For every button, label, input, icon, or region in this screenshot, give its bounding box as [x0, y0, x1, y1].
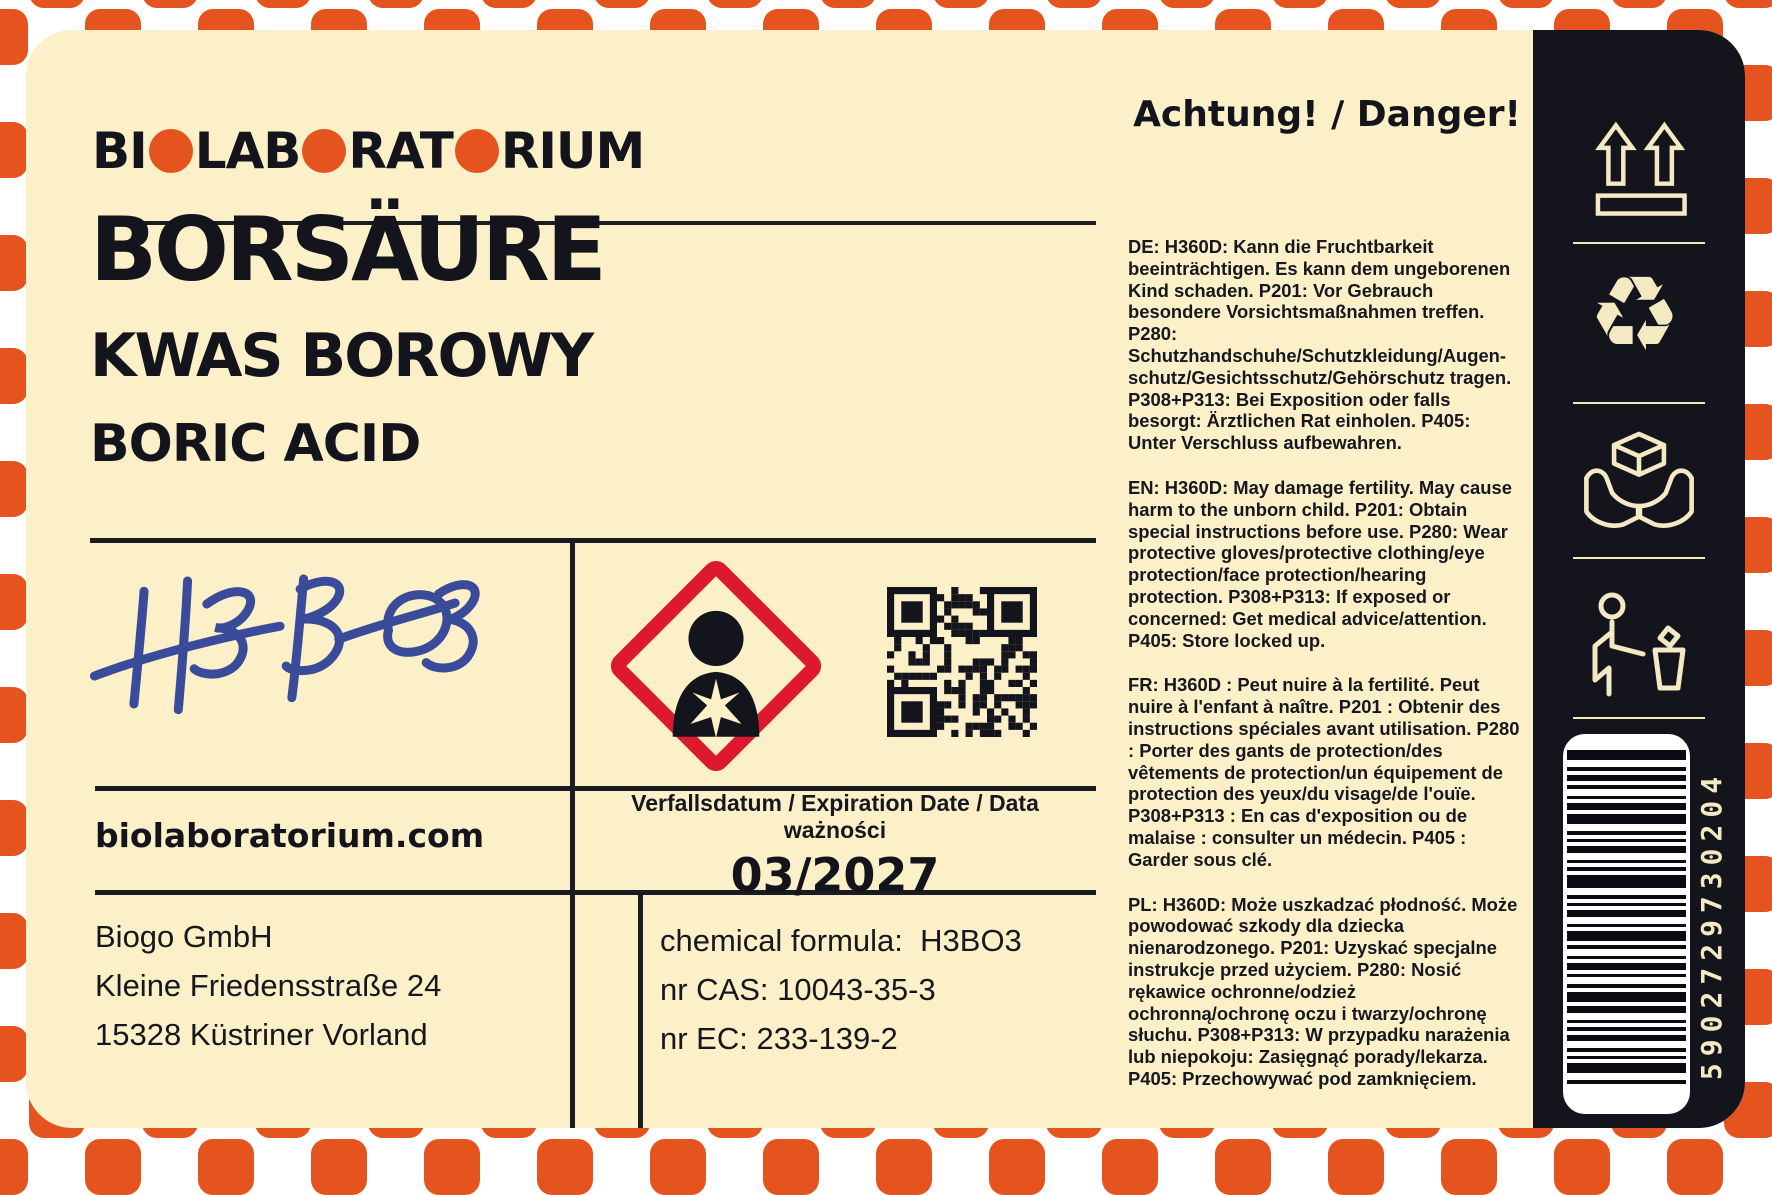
barcode-bar: [1567, 931, 1686, 941]
barcode-bar: [1567, 1020, 1686, 1023]
manufacturer-address: [95, 912, 441, 1059]
checker-square: [0, 913, 28, 969]
product-title-english: BORIC ACID: [90, 418, 420, 470]
hazard-paragraph-de: DE: H360D: Kann die Fruchtbarkeit beeinträchtigen. Es kann dem ungeborenen Kind schaden. P201: Vor Gebrauch besondere Vorsichtsmaßnahmen treffen. P280: Schutzhandschuhe/Schutzkleidung/Augen-schutz/Gesichtsschutz/Gehörschutz tragen. P308+P313: Bei Exposition oder falls besorgt: Ärztlichen Rat einholen. P405: Unter Verschluss aufbewahren.: [1128, 236, 1522, 454]
chemical-line: nr EC: 233-139-2: [660, 1014, 1022, 1063]
checker-square: [1159, 0, 1215, 8]
checker-square: [1498, 0, 1554, 8]
checker-square: [311, 1139, 367, 1195]
barcode-bar: [1567, 992, 1686, 1002]
rule-under-titles: [90, 538, 1096, 543]
brand-logo-text: LAB: [195, 126, 301, 176]
barcode-bar: [1567, 775, 1686, 782]
checker-square: [1272, 0, 1328, 8]
barcode-bar: [1567, 803, 1686, 810]
brand-logo-o-dot-icon: [149, 129, 193, 173]
sidebar-divider: [1573, 717, 1705, 719]
barcode-bar: [1567, 910, 1686, 917]
barcode-bar: [1567, 839, 1686, 842]
checker-square: [1611, 0, 1667, 8]
checker-square: [0, 687, 28, 743]
barcode-bar: [1567, 924, 1686, 927]
checker-square: [1441, 1139, 1497, 1195]
barcode-bar: [1567, 785, 1686, 788]
barcode-bar: [1567, 956, 1686, 959]
barcode-bar: [1567, 945, 1686, 948]
checker-square: [650, 1139, 706, 1195]
barcode-bar: [1567, 974, 1686, 977]
checker-square: [368, 0, 424, 8]
barcode-bar: [1567, 796, 1686, 799]
brand-logo-text: RAT: [348, 126, 452, 176]
barcode-bar: [1567, 860, 1686, 863]
checker-square: [0, 574, 28, 630]
vertical-divider-main: [570, 538, 575, 1128]
handle-with-care-icon: [1579, 426, 1699, 538]
checker-square: [0, 1139, 28, 1195]
brand-logo-text: RIUM: [501, 126, 644, 176]
checker-square: [876, 1139, 932, 1195]
barcode-bar: [1567, 963, 1686, 970]
brand-logo-o-dot-icon: [455, 129, 499, 173]
barcode-bar: [1567, 1006, 1686, 1013]
checker-square: [594, 0, 650, 8]
dispose-properly-icon: [1585, 588, 1695, 706]
barcode-bar: [1567, 1063, 1686, 1073]
hazard-statements: [1128, 236, 1522, 1113]
checker-square: [0, 235, 28, 291]
barcode-bar: [1567, 984, 1686, 987]
hazard-paragraph-en: EN: H360D: May damage fertility. May cause harm to the unborn child. P201: Obtain special instructions before use. P280: Wear protective gloves/protective clothing/eye protection/face protection/hearing protection. P308+P313: If exposed or concerned: Get medical advice/attention. P405: Store locked up.: [1128, 477, 1522, 651]
hazard-paragraph-fr: FR: H360D : Peut nuire à la fertilité. Peut nuire à l'enfant à naître. P201 : Obtenir des instructions spéciales avant utilisation. P280 : Porter des gants de protection/des vêtements de protection/un équipement de protection des yeux/du visage/de l'ouïe. P308+P313 : En cas d'exposition ou de malaise : consulter un médecin. P405 : Garder sous clé.: [1128, 674, 1522, 870]
handwritten-formula: [85, 544, 495, 739]
checker-square: [933, 0, 989, 8]
checker-square: [85, 1139, 141, 1195]
sidebar-divider: [1573, 242, 1705, 244]
product-label: [26, 30, 1745, 1128]
checker-square: [142, 0, 198, 8]
checker-square: [0, 9, 28, 65]
barcode-bar: [1567, 1027, 1686, 1030]
barcode-bar: [1567, 1056, 1686, 1059]
barcode-bar: [1567, 846, 1686, 853]
barcode-bar: [1567, 867, 1686, 870]
hazard-signal-word: Achtung! / Danger!: [1128, 94, 1526, 135]
this-way-up-icon: [1586, 110, 1698, 226]
checker-square: [0, 461, 28, 517]
checker-square: [1046, 0, 1102, 8]
expiration-cell: [582, 790, 1088, 902]
checker-square: [424, 1139, 480, 1195]
checker-square: [0, 122, 28, 178]
checker-square: [1724, 0, 1772, 8]
address-line: 15328 Küstriner Vorland: [95, 1010, 441, 1059]
barcode-bar: [1567, 895, 1686, 898]
checker-square: [707, 0, 763, 8]
brand-logo-text: BI: [92, 126, 147, 176]
barcode-bar: [1567, 1080, 1686, 1083]
hazard-paragraph-pl: PL: H360D: Może uszkadzać płodność. Może powodować szkody dla dziecka nienarodzonego. P201: Uzyskać specjalne instrukcje przed użyciem. P280: Nosić rękawice ochronne/odzież ochronną/ochronę oczu i twarzy/ochronę słuchu. P308+P313: W przypadku narażenia lub niepokoju: Zasięgnąć porady/lekarza. P405: Przechowywać pod zamknięciem.: [1128, 894, 1522, 1090]
chemical-line: chemical formula: H3BO3: [660, 916, 1022, 965]
checker-square: [0, 1026, 28, 1082]
checker-square: [29, 0, 85, 8]
chemical-line: nr CAS: 10043-35-3: [660, 965, 1022, 1014]
packaging-sidebar: [1533, 30, 1745, 1128]
expiration-date: 03/2027: [582, 848, 1088, 902]
barcode-bar: [1567, 1035, 1686, 1042]
address-line: Biogo GmbH: [95, 912, 441, 961]
sidebar-divider: [1573, 557, 1705, 559]
checker-square: [1554, 1139, 1610, 1195]
checker-square: [763, 1139, 819, 1195]
product-title-german: BORSÄURE: [90, 206, 604, 294]
checker-square: [1215, 1139, 1271, 1195]
barcode-bar: [1567, 875, 1686, 889]
checker-square: [820, 0, 876, 8]
brand-logo: [92, 126, 644, 176]
sidebar-divider: [1573, 402, 1705, 404]
recycle-icon: ♻: [1588, 262, 1681, 366]
barcode-bar: [1567, 1048, 1686, 1051]
ghs-health-hazard-pictogram: [598, 548, 834, 784]
barcode-bar: [1567, 814, 1686, 824]
checker-square: [481, 0, 537, 8]
checker-square: [255, 0, 311, 8]
product-title-polish: KWAS BOROWY: [90, 326, 592, 386]
barcode-bar: [1567, 750, 1686, 760]
barcode-bar: [1567, 903, 1686, 906]
brand-logo-o-dot-icon: [302, 129, 346, 173]
barcode: [1563, 734, 1690, 1114]
checker-square: [537, 1139, 593, 1195]
checker-square: [1667, 1139, 1723, 1195]
address-line: Kleine Friedensstraße 24: [95, 961, 441, 1010]
checker-square: [1328, 1139, 1384, 1195]
chemical-identifiers: [660, 916, 1022, 1063]
checker-square: [1102, 1139, 1158, 1195]
checker-square: [0, 800, 28, 856]
checker-square: [1385, 0, 1441, 8]
barcode-bar: [1567, 831, 1686, 834]
barcode-number: 5902729730204: [1695, 725, 1729, 1125]
qr-code: [887, 587, 1037, 737]
vertical-divider-bottom: [638, 890, 643, 1128]
barcode-bar: [1567, 767, 1686, 770]
website-url: biolaboratorium.com: [95, 816, 484, 855]
checker-square: [0, 348, 28, 404]
checker-square: [989, 1139, 1045, 1195]
expiration-heading: Verfallsdatum / Expiration Date / Data ważności: [582, 790, 1088, 844]
checker-square: [198, 1139, 254, 1195]
